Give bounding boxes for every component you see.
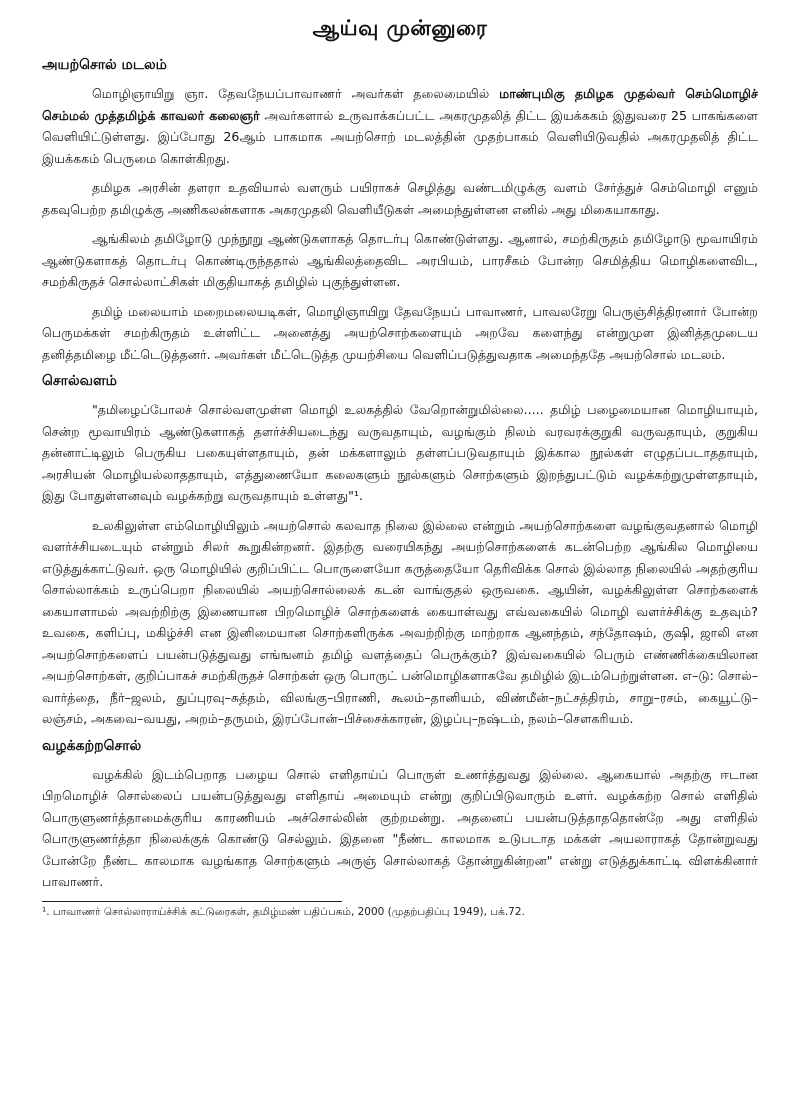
paragraph-bold-text: மாண்புமிகு தமிழக முதல்வர் செம்மொழிச் செம்மல் முத்தமிழ்க் காவலர் கலைஞர் [42, 86, 758, 123]
paragraph: உலகிலுள்ள எம்மொழியிலும் அயற்சொல் கலவாத நிலை இல்லை என்றும் அயற்சொற்களை வழங்குவதனால் மொழி வளர்ச்சியடையும் என்றும் சிலர் கூறுகின்றனர். இதற்கு வரையிகந்து அயற்சொற்களைக் கடன்பெற்ற ஆங்கில மொழியை எடுத்துக்காட்டுவர். ஒரு மொழியில் குறிப்பிட்ட பொருளையோ கருத்தையோ தெரிவிக்க சொல் இல்லாத நிலையில் அதற்குரிய சொல்லாக்கம் உருப்பெறா நிலையில் அயற்சொல்லைக் கடன் வாங்குதல் ஒருவகை. ஆயின், வழக்கிலுள்ள சொற்களைக் கையாளாமல் அவற்றிற்கு இணையான பிறமொழிச் சொற்களைக் கையாள்வது எவ்வகையில் மொழி வளர்ச்சிக்கு உதவும்? உவகை, களிப்பு, மகிழ்ச்சி என இனிமையான சொற்களிருக்க அவற்றிற்கு மாற்றாக ஆனந்தம், சந்தோஷம், குஷி, ஜாலி என அயற்சொற்களைப் பயன்படுத்துவது எங்ஙனம் தமிழ் வளத்தைப் பெருக்கும்? இவ்வகையில் பெரும் எண்ணிக்கையிலான அயற்சொற்கள், குறிப்பாகச் சமற்கிருதச் சொற்கள் ஒரு பொருட் பன்மொழிகளாகவே தமிழில் இடம்பெற்றுள்ளன. எ–டு: சொல்–வார்த்தை, நீர்–ஜலம், துப்புரவு–சுத்தம், விலங்கு–பிராணி, கூலம்–தானியம், விண்மீன்–நட்சத்திரம், சாறு–ரசம், கையூட்டு–லஞ்சம், அகவை–வயது, அறம்–தருமம், இரப்போன்–பிச்சைக்காரன், இழப்பு–நஷ்டம், நலம்–சௌகரியம். [42, 517, 758, 726]
paragraph: ஆங்கிலம் தமிழோடு முந்நூறு ஆண்டுகளாகத் தொடர்பு கொண்டுள்ளது. ஆனால், சமற்கிருதம் தமிழோடு மூவாயிரம் ஆண்டுகளாகத் தொடர்பு கொண்டிருந்ததால் ஆங்கிலத்தைவிட அரபியம், பாரசீகம் போன்ற செமித்திய மொழிகளைவிட, சமற்கிருதச் சொல்லாட்சிகள் மிகுதியாகத் தமிழில் புகுந்துள்ளன. [42, 231, 758, 289]
section-heading: சொல்வளம் [42, 373, 117, 389]
paragraph [42, 83, 758, 169]
paragraph: தமிழக அரசின் தளரா உதவியால் வளரும் பயிராகச் செழித்து வண்டமிழுக்கு வளம் சேர்த்துச் செம்மொழி எனும் தகவுபெற்ற தமிழுக்கு அணிகலன்களாக அகரமுதலி வெளியீடுகள் அமைந்துள்ளன எனில் அது மிகையாகாது. [42, 180, 758, 217]
section-solvalam [42, 373, 758, 730]
paragraph-text: மொழிஞாயிறு ஞா. தேவநேயப்பாவாணர் அவர்கள் தலைமையில் [92, 86, 500, 101]
section-heading: வழக்கற்றசொல் [42, 737, 142, 754]
section-vazhakkatrasol [42, 738, 758, 893]
page-title: ஆய்வு முன்னுரை [312, 16, 488, 40]
section-heading: அயற்சொல் மடலம் [42, 57, 167, 73]
section-ayarchol-madalam [42, 57, 758, 365]
paragraph: வழக்கில் இடம்பெறாத பழைய சொல் எளிதாய்ப் பொருள் உணர்த்துவது இல்லை. ஆகையால் அதற்கு ஈடான பிறமொழிச் சொல்லைப் பயன்படுத்துவது எளிதாய் அமையும் என்று குறிப்பிடுவாரும் உளர். வழக்கற்ற சொல் எளிதில் பொருளுணர்த்தாமைக்குரிய காரணியம் அச்சொல்லின் குற்றமன்று. அதனைப் பயன்படுத்தாததொன்றே அது எளிதில் பொருளுணர்த்தா நிலைக்குக் கொண்டு செல்லும். இதனை "நீண்ட காலமாக உடுபடாத மக்கள் அயலாராகத் தோன்றுவது போன்றே நீண்ட காலமாக வழங்காத சொற்களும் அருஞ் சொல்லாகத் தோன்றுகின்றன" என்று எடுத்துக்காட்டி விளக்கினார் பாவாணர். [42, 766, 758, 889]
footnote: ¹. பாவாணர் சொல்லாராய்ச்சிக் கட்டுரைகள், தமிழ்மண் பதிப்பகம், 2000 (முதற்பதிப்பு 1949), பக்.72. [42, 905, 525, 918]
paragraph-text: அவர்களால் உருவாக்கப்பட்ட அகரமுதலித் திட்ட இயக்ககம் இதுவரை 25 பாகங்களை வெளியிட்டுள்ளது. இப்போது 26ஆம் பாகமாக அயற்சொற் மடலத்தின் முதற்பாகம் வெளியிடுவதில் அகரமுதலித் திட்ட இயக்ககம் பெருமை கொள்கிறது. [42, 107, 758, 166]
document-page [42, 16, 758, 920]
paragraph: தமிழ் மலையாம் மறைமலையடிகள், மொழிஞாயிறு தேவநேயப் பாவாணர், பாவலரேறு பெருஞ்சித்திரனார் போன்ற பெருமக்கள் சமற்கிருதம் உள்ளிட்ட அனைத்து அயற்சொற்களையும் அறவே களைந்து என்றுமுள இனித்தமுடைய தனித்தமிழை மீட்டெடுத்தனர். அவர்கள் மீட்டெடுத்த முயற்சியை வெளிப்படுத்துவதாக அமைந்ததே அயற்சொல் மடலம். [42, 303, 758, 362]
footnote-divider [42, 901, 342, 902]
paragraph: "தமிழைப்போலச் சொல்வளமுள்ள மொழி உலகத்தில் வேறொன்றுமில்லை..... தமிழ் பழைமையான மொழியாயும், சென்ற மூவாயிரம் ஆண்டுகளாகத் தளர்ச்சியடைந்து வருவதாயும், வழங்கும் நிலம் வரவரக்குறுகி வருவதாயும், குறுகிய தன்னாட்டிலும் பெருகிய பகையுள்ளதாயும், தன் மக்களாலும் தள்ளப்படுவதாயும் இக்கால நூல்கள் எழுதப்படாததாயும், அரசியன் மொழியல்லாததாயும், எத்துணையோ கலைகளும் நூல்களும் சொற்களும் இறந்துபட்டும் வழக்கற்றுமுள்ளதாயும், இது போதுள்ளனவும் வழக்கற்று வருவதாயும் உள்ளது"¹. [42, 402, 758, 503]
